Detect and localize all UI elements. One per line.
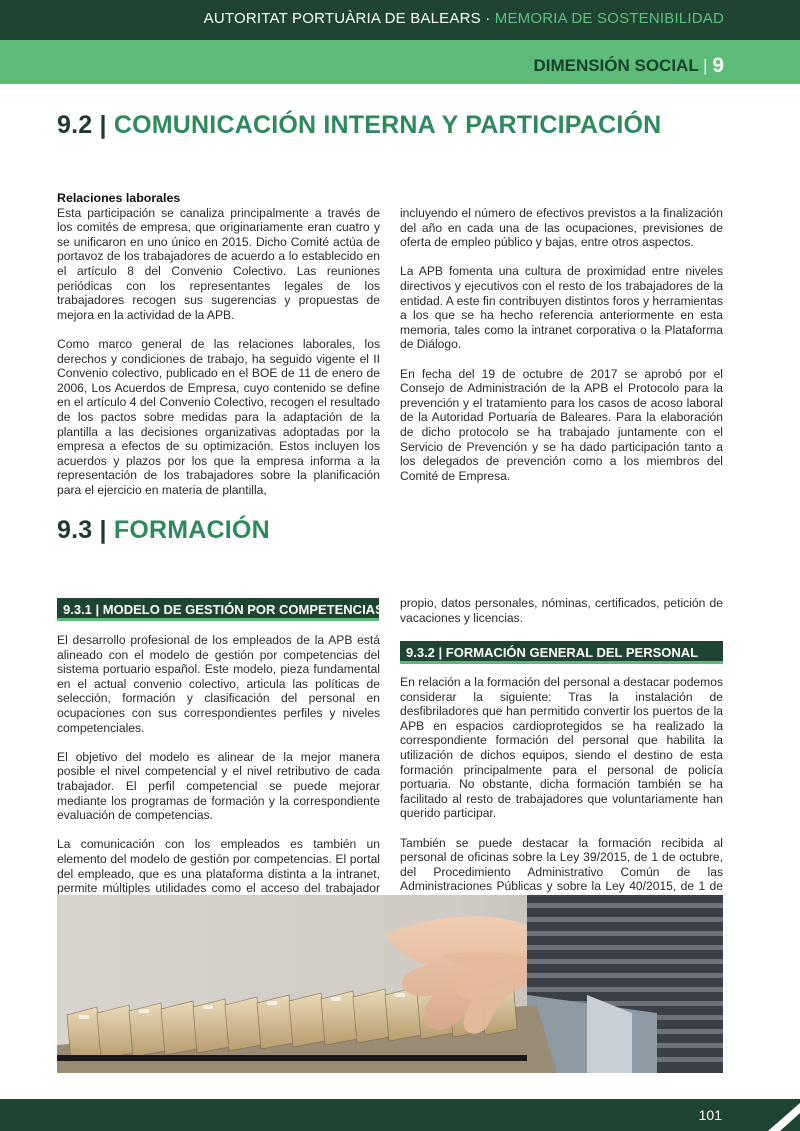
top-header-bar (0, 0, 800, 40)
footer-bar (0, 1099, 800, 1131)
filing-drawer-illustration (57, 895, 723, 1073)
footer-corner-decoration (740, 1099, 800, 1131)
photo-filing-drawer (57, 895, 723, 1073)
paragraph: Como marco general de las relaciones laborales, los derechos y condiciones de trabajo, ha seguido vigente el II Convenio colectivo, publicado en el BOE de 11 de enero de 2006, Los Acuerdos de Empresa, cuyo contenido se define en el artículo 4 del Convenio Colectivo, recogen el resultado de los pactos sobre medidas para la adaptación de la plantilla a las decisiones organizativas adoptadas por la empresa a efectos de su optimización. Estos incluyen los acuerdos y plazos por los que la empresa informa a la representación de los trabajadores sobre la planificación para el ejercicio en materia de plantilla, (57, 336, 380, 497)
paragraph: En fecha del 19 de octubre de 2017 se aprobó por el Consejo de Administración de la APB el Protocolo para la prevención y el tratamiento para los casos de acoso laboral de la Autoridad Portuaria de Baleares. Para la elaboración de dicho protocolo se ha trabajado juntamente con el Servicio de Prevención y se ha dado participación tanto a los delegados de prevención como a los miembros del Comité de Empresa. (400, 366, 723, 483)
paragraph: En relación a la formación del personal a destacar podemos considerar la siguiente: Tras la instalación de desfibriladores que han permitido convertir los puertos de la APB en espacios cardioprotegidos se ha realizado la correspondiente formación del personal que habilita la utilización de dichos equipos, siendo el destino de esta formación principalmente para el personal de policía portuaria. No obstante, dicha formación también se ha facilitado al resto de trabajadores que voluntariamente han querido participar. (400, 675, 723, 821)
paragraph: La APB fomenta una cultura de proximidad entre niveles directivos y ejecutivos con el resto de los trabajadores de la entidad. A este fin contribuyen distintos foros y herramientas a los que se ha hecho referencia anteriormente en esta memoria, tales como la intranet corporativa o la Plataforma de Diálogo. (400, 264, 723, 352)
section-92-separator: | (99, 111, 107, 139)
chapter-number: 9 (712, 54, 724, 77)
section-92-number: 9.2 (57, 111, 93, 139)
paragraph: El desarrollo profesional de los empleados de la APB está alineado con el modelo de gestión por competencias del sistema portuario español. Este modelo, pieza fundamental en el actual convenio colectivo, articula las políticas de selección, formación y clasificación del personal en ocupaciones con sus correspondientes perfiles y niveles competenciales. (57, 633, 380, 735)
section-93-heading (57, 516, 270, 545)
paragraph: También se puede destacar la formación recibida al personal de oficinas sobre la Ley 39/2015, de 1 de octubre, del Procedimiento Administrativo Común de las Administraciones Públicas y sobre la Ley 40/2015, de 1 de (400, 835, 723, 894)
section-92-heading (57, 111, 661, 140)
paragraph: La comunicación con los empleados es también un elemento del modelo de gestión por competencias. El portal del empleado, que es una plataforma distinta a la intranet, permite múltiples utilidades como el acceso del trabajador (57, 837, 380, 896)
subsection-932-label: 9.3.2 | FORMACIÓN GENERAL DEL PERSONAL (400, 641, 723, 664)
section-93-separator: | (99, 516, 107, 544)
subsection-931-label: 9.3.1 | MODELO DE GESTIÓN POR COMPETENCIAS (57, 598, 379, 621)
chapter-name: DIMENSIÓN SOCIAL (533, 56, 699, 75)
header-text (204, 10, 724, 27)
section-92-right-column (400, 206, 723, 483)
paragraph: incluyendo el número de efectivos previstos a la finalización del año en cada una de las ocupaciones, previsiones de oferta de empleo público y bajas, entre otros aspectos. (400, 206, 723, 250)
section-93-number: 9.3 (57, 516, 93, 544)
section-931-continuation (400, 596, 723, 625)
section-931-column (57, 633, 380, 910)
organization-name: AUTORITAT PORTUÀRIA DE BALEARS (203, 10, 481, 27)
chapter-label (533, 53, 724, 77)
section-92-left-column (57, 191, 380, 497)
subheading-relaciones-laborales: Relaciones laborales (57, 191, 181, 205)
section-932-column (400, 675, 723, 909)
publication-title: MEMORIA DE SOSTENIBILIDAD (494, 10, 724, 27)
page-number: 101 (698, 1107, 722, 1123)
section-93-title: FORMACIÓN (113, 516, 270, 544)
header-separator: · (485, 10, 491, 27)
paragraph: propio, datos personales, nóminas, certificados, petición de vacaciones y licencias. (400, 596, 723, 625)
section-92-title: COMUNICACIÓN INTERNA Y PARTICIPACIÓN (113, 111, 662, 139)
paragraph: El objetivo del modelo es alinear de la mejor manera posible el nivel competencial y el nivel retributivo de cada trabajador. El perfil competencial se puede mejorar mediante los programas de formación y la correspondiente evaluación de competencias. (57, 749, 380, 823)
chapter-separator: | (703, 56, 708, 75)
chapter-band (0, 40, 800, 84)
paragraph: Esta participación se canaliza principalmente a través de los comités de empresa, que originariamente eran cuatro y se unificaron en uno único en 2015. Dicho Comité actúa de portavoz de los trabajadores de acuerdo a lo establecido en el artículo 8 del Convenio Colectivo. Las reuniones periódicas con los representantes legales de los trabajadores recogen sus sugerencias y propuestas de mejora en la actividad de la APB. (57, 205, 380, 322)
